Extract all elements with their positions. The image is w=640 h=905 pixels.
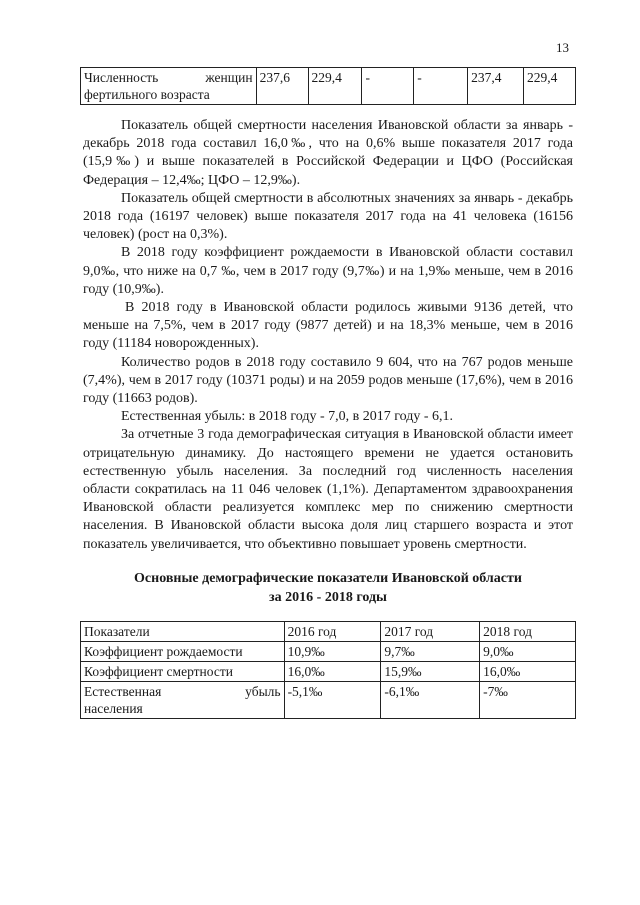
table-cell: -6,1‰ <box>381 682 480 719</box>
paragraph: Показатель общей смертности в абсолютных значениях за январь - декабрь 2018 года (16197 человек) выше показателя 2017 года на 41 человека (16156 человек) (рост на 0,3%). <box>83 190 573 243</box>
table-cell: -7‰ <box>480 682 576 719</box>
table-cell: 229,4 <box>308 68 362 105</box>
column-header: 2016 год <box>284 622 381 642</box>
table-cell-label <box>81 682 285 719</box>
page-number: 13 <box>556 40 569 55</box>
table-row <box>81 662 576 682</box>
table-cell: 9,0‰ <box>480 642 576 662</box>
column-header: 2018 год <box>480 622 576 642</box>
demographics-table <box>80 621 576 719</box>
paragraph: Естественная убыль: в 2018 году - 7,0, в 2017 году - 6,1. <box>121 409 454 425</box>
table-cell: 229,4 <box>524 68 576 105</box>
table-cell: -5,1‰ <box>284 682 381 719</box>
table-cell: - <box>414 68 468 105</box>
table-cell: 237,6 <box>256 68 308 105</box>
cell-label-line2: фертильного возраста <box>84 87 210 102</box>
table-row <box>81 682 576 719</box>
section-title-line1: Основные демографические показатели Ивановской области <box>134 571 522 586</box>
section-title <box>83 569 573 607</box>
table-cell: 16,0‰ <box>284 662 381 682</box>
table-cell: 16,0‰ <box>480 662 576 682</box>
table-cell: - <box>362 68 414 105</box>
paragraph: В 2018 году коэффициент рождаемости в Ивановской области составил 9,0‰, что ниже на 0,7 ‰, чем в 2017 году (9,7‰) и на 1,9‰ меньше, чем в 2016 году (10,9‰). <box>83 245 573 297</box>
paragraph: Показатель общей смертности населения Ивановской области за январь - декабрь 2018 года составил 16,0‰, что на 0,6% выше показателя 2017 года (15,9‰) и выше показателей в Российской Федерации и ЦФО (Российская Федерация – 12,4‰; ЦФО – 12,9‰). <box>83 118 573 188</box>
section-title-line2: за 2016 - 2018 годы <box>269 590 387 605</box>
table-cell: 10,9‰ <box>284 642 381 662</box>
table-row <box>81 642 576 662</box>
cell-label-line2: населения <box>84 701 143 716</box>
cell-label-line1: Численность женщин <box>84 70 253 85</box>
paragraph: Количество родов в 2018 году составило 9 604, что на 767 родов меньше (7,4%), чем в 2017 году (10371 роды) и на 2059 родов меньше (17,6%), чем в 2016 году (11663 родов). <box>83 354 573 407</box>
table-cell: 9,7‰ <box>381 642 480 662</box>
table-header-row <box>81 622 576 642</box>
paragraph: В 2018 году в Ивановской области родилось живыми 9136 детей, что меньше на 7,5%, чем в 2017 году (9877 детей) и на 18,3% меньше, чем в 2016 году (11184 новорожденных). <box>83 300 573 352</box>
table-cell: 237,4 <box>468 68 524 105</box>
cell-label-line1: Естественная убыль <box>84 684 281 699</box>
column-header: 2017 год <box>381 622 480 642</box>
column-header: Показатели <box>81 622 285 642</box>
table-cell: Коэффициент смертности <box>81 662 285 682</box>
top-table <box>80 67 576 105</box>
table-row <box>81 68 576 105</box>
paragraph: За отчетные 3 года демографическая ситуация в Ивановской области имеет отрицательную динамику. До настоящего времени не удается остановить естественную убыль населения. За последний год численность населения области сократилась на 11 046 человек (1,1%). Департаментом здравоохранения Ивановской области реализуется комплекс мер по снижению смертности населения. В Ивановской области высока доля лиц старшего возраста и этот показатель увеличивается, что объективно повышает уровень смертности. <box>83 427 573 552</box>
table-cell-label <box>81 68 257 105</box>
table-cell: 15,9‰ <box>381 662 480 682</box>
table-cell: Коэффициент рождаемости <box>81 642 285 662</box>
body-text <box>83 117 573 554</box>
